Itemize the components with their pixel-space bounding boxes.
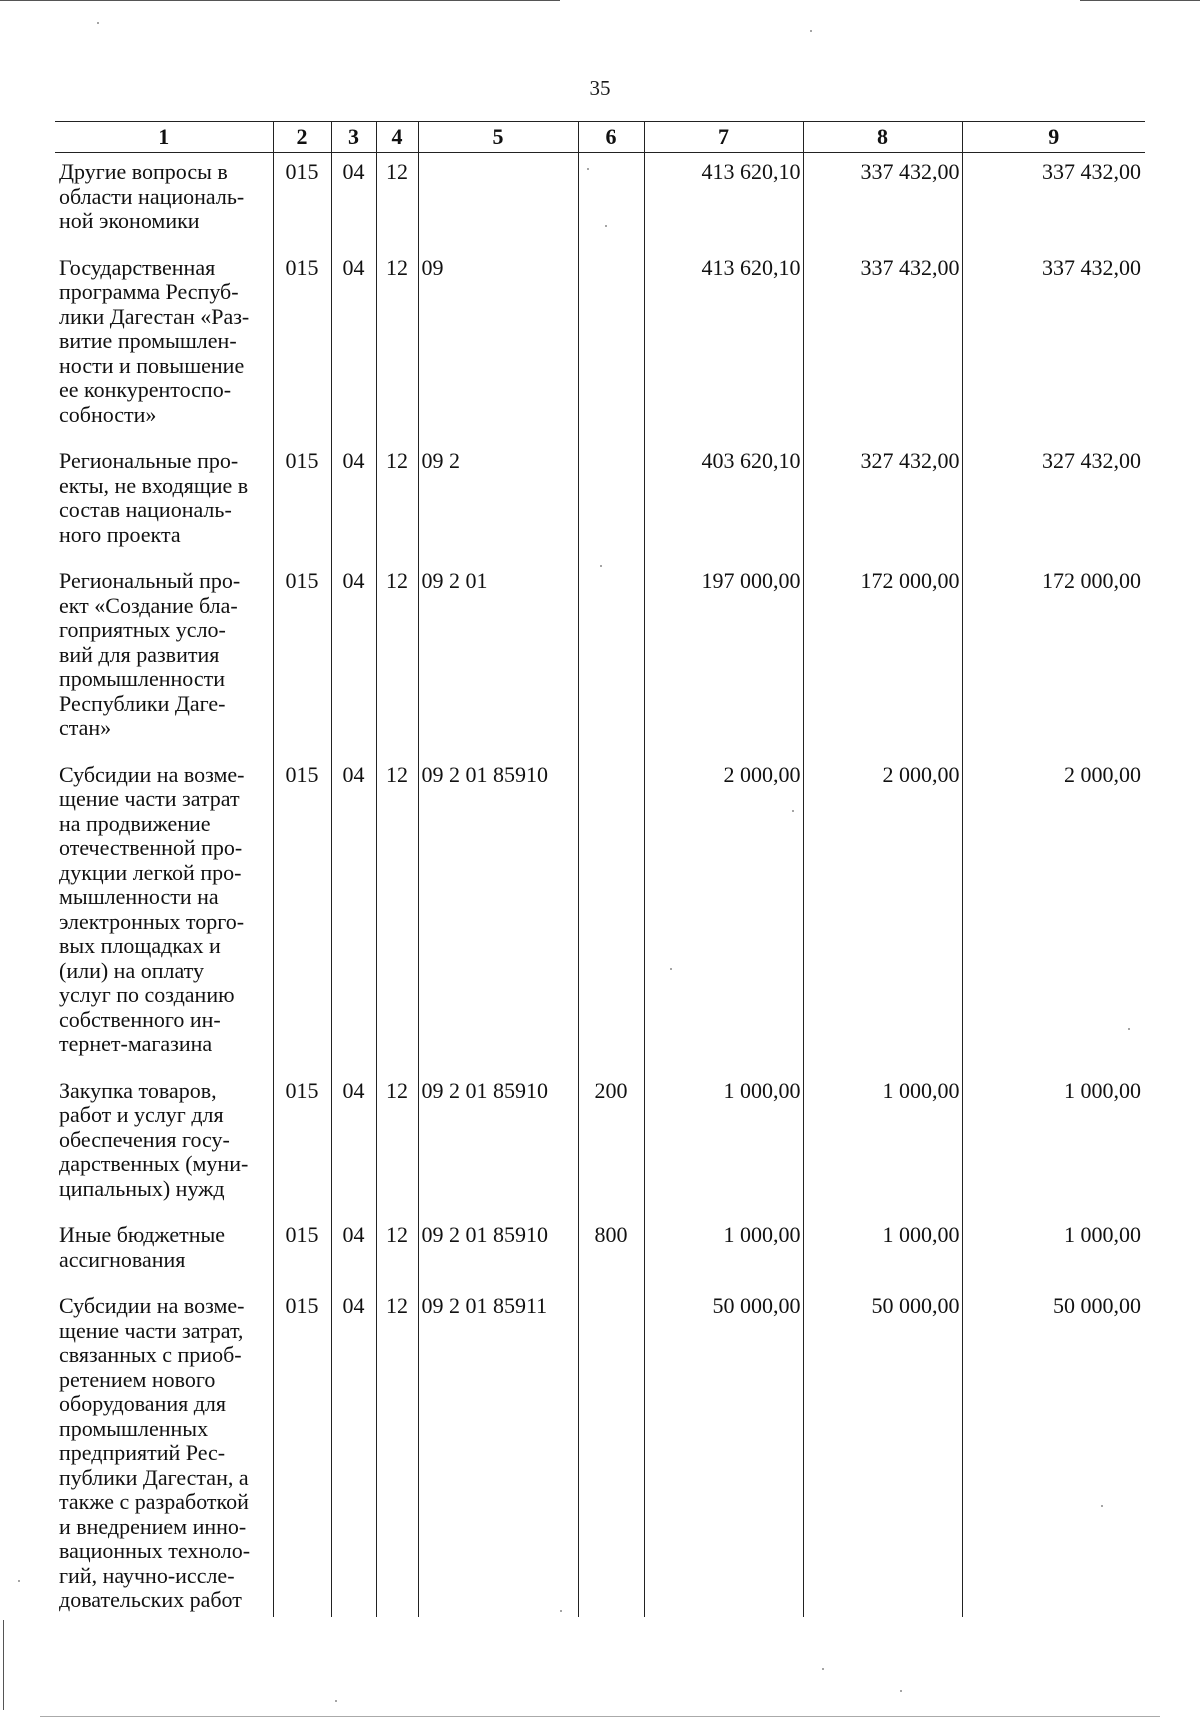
table-row [55, 442, 1145, 562]
scan-speck [97, 22, 99, 24]
row-expense-type [578, 562, 644, 756]
table-header [55, 122, 1145, 153]
scan-speck [18, 1580, 20, 1582]
row-subsection-code: 12 [376, 1287, 418, 1617]
row-name: Субсидии на возме- щение части затрат, связанных с приоб- ретением нового оборудования для промышленных предприятий Рес- публики Дагестан, а также с разработкой и внедрением инно- вационных техноло- гий, научно-иссле- довательских работ [59, 1293, 251, 1612]
scan-speck [335, 1700, 337, 1702]
row-subsection-code: 12 [376, 153, 418, 249]
row-amount-col9: 337 432,00 [962, 249, 1145, 443]
row-expense-type: 800 [578, 1216, 644, 1287]
row-amount-col7: 403 620,10 [644, 442, 803, 562]
table-row [55, 756, 1145, 1072]
scan-speck [587, 168, 589, 170]
header-col-5: 5 [418, 122, 578, 153]
row-target-article: 09 2 01 85910 [418, 1072, 578, 1217]
row-amount-col8: 172 000,00 [803, 562, 962, 756]
row-expense-type [578, 442, 644, 562]
row-target-article: 09 2 01 85910 [418, 756, 578, 1072]
row-amount-col8: 1 000,00 [803, 1216, 962, 1287]
page-number: 35 [589, 76, 611, 100]
row-amount-col7: 413 620,10 [644, 153, 803, 249]
row-subsection-code: 12 [376, 1216, 418, 1287]
row-ministry-code: 015 [273, 153, 331, 249]
row-expense-type: 200 [578, 1072, 644, 1217]
table-row [55, 562, 1145, 756]
scan-edge-bottom [40, 1716, 1160, 1717]
scan-speck [822, 1668, 824, 1670]
budget-table [55, 121, 1145, 1617]
header-col-6: 6 [578, 122, 644, 153]
row-amount-col8: 337 432,00 [803, 249, 962, 443]
row-section-code: 04 [331, 249, 376, 443]
row-amount-col9: 1 000,00 [962, 1216, 1145, 1287]
header-col-1: 1 [55, 122, 273, 153]
row-ministry-code: 015 [273, 442, 331, 562]
row-expense-type [578, 756, 644, 1072]
row-subsection-code: 12 [376, 1072, 418, 1217]
row-target-article: 09 2 01 [418, 562, 578, 756]
header-col-9: 9 [962, 122, 1145, 153]
row-section-code: 04 [331, 1216, 376, 1287]
row-name: Иные бюджетные ассигнования [59, 1222, 226, 1272]
row-target-article: 09 2 01 85911 [418, 1287, 578, 1617]
row-expense-type [578, 1287, 644, 1617]
scan-edge-left [3, 1620, 4, 1710]
row-amount-col8: 50 000,00 [803, 1287, 962, 1617]
row-subsection-code: 12 [376, 442, 418, 562]
row-expense-type [578, 153, 644, 249]
row-amount-col7: 1 000,00 [644, 1072, 803, 1217]
row-amount-col7: 2 000,00 [644, 756, 803, 1072]
table-row [55, 1072, 1145, 1217]
row-target-article [418, 153, 578, 249]
row-section-code: 04 [331, 442, 376, 562]
row-name: Государственная программа Респуб- лики Дагестан «Раз- витие промышлен- ности и повышение ее конкурентоспо- собности» [59, 254, 250, 427]
row-amount-col9: 327 432,00 [962, 442, 1145, 562]
row-ministry-code: 015 [273, 1287, 331, 1617]
row-subsection-code: 12 [376, 562, 418, 756]
row-name: Закупка товаров, работ и услуг для обеспечения госу- дарственных (муни- ципальных) нужд [59, 1077, 249, 1201]
row-amount-col9: 337 432,00 [962, 153, 1145, 249]
header-row [55, 122, 1145, 153]
row-amount-col8: 2 000,00 [803, 756, 962, 1072]
row-ministry-code: 015 [273, 562, 331, 756]
row-subsection-code: 12 [376, 249, 418, 443]
row-amount-col9: 1 000,00 [962, 1072, 1145, 1217]
row-amount-col8: 327 432,00 [803, 442, 962, 562]
scan-speck [560, 1610, 562, 1612]
scan-speck [900, 1690, 902, 1692]
scan-speck [605, 225, 607, 227]
row-name: Другие вопросы в области националь- ной экономики [59, 159, 245, 233]
row-amount-col8: 1 000,00 [803, 1072, 962, 1217]
row-amount-col9: 172 000,00 [962, 562, 1145, 756]
row-ministry-code: 015 [273, 756, 331, 1072]
table-row [55, 1216, 1145, 1287]
row-amount-col7: 50 000,00 [644, 1287, 803, 1617]
header-col-8: 8 [803, 122, 962, 153]
table-row [55, 153, 1145, 249]
header-col-2: 2 [273, 122, 331, 153]
row-amount-col9: 50 000,00 [962, 1287, 1145, 1617]
table-row [55, 1287, 1145, 1617]
row-section-code: 04 [331, 1287, 376, 1617]
row-target-article: 09 2 [418, 442, 578, 562]
row-ministry-code: 015 [273, 249, 331, 443]
scan-speck [792, 810, 794, 812]
table-row [55, 249, 1145, 443]
row-section-code: 04 [331, 153, 376, 249]
scan-speck [670, 968, 672, 970]
row-name: Региональный про- ект «Создание бла- гоприятных усло- вий для развития промышленности Республики Даге- стан» [59, 568, 241, 740]
header-col-7: 7 [644, 122, 803, 153]
scan-edge-top-right [1080, 0, 1200, 1]
row-amount-col7: 1 000,00 [644, 1216, 803, 1287]
row-amount-col7: 413 620,10 [644, 249, 803, 443]
table-body [55, 153, 1145, 1617]
row-amount-col8: 337 432,00 [803, 153, 962, 249]
row-ministry-code: 015 [273, 1072, 331, 1217]
header-col-4: 4 [376, 122, 418, 153]
scan-edge-top [0, 0, 560, 1]
scan-speck [810, 30, 812, 32]
row-expense-type [578, 249, 644, 443]
row-target-article: 09 [418, 249, 578, 443]
row-amount-col9: 2 000,00 [962, 756, 1145, 1072]
scan-speck [600, 565, 602, 567]
row-amount-col7: 197 000,00 [644, 562, 803, 756]
row-section-code: 04 [331, 756, 376, 1072]
row-target-article: 09 2 01 85910 [418, 1216, 578, 1287]
row-subsection-code: 12 [376, 756, 418, 1072]
row-ministry-code: 015 [273, 1216, 331, 1287]
row-name: Субсидии на возме- щение части затрат на продвижение отечественной про- дукции легкой про- мышленности на электронных торго- вых площадках и (или) на оплату услуг по созданию собственного ин- тернет-магазина [59, 761, 245, 1056]
header-col-3: 3 [331, 122, 376, 153]
row-section-code: 04 [331, 1072, 376, 1217]
row-section-code: 04 [331, 562, 376, 756]
scan-speck [1101, 1505, 1103, 1507]
scan-speck [1128, 1028, 1130, 1030]
row-name: Региональные про- екты, не входящие в состав националь- ного проекта [59, 448, 249, 547]
